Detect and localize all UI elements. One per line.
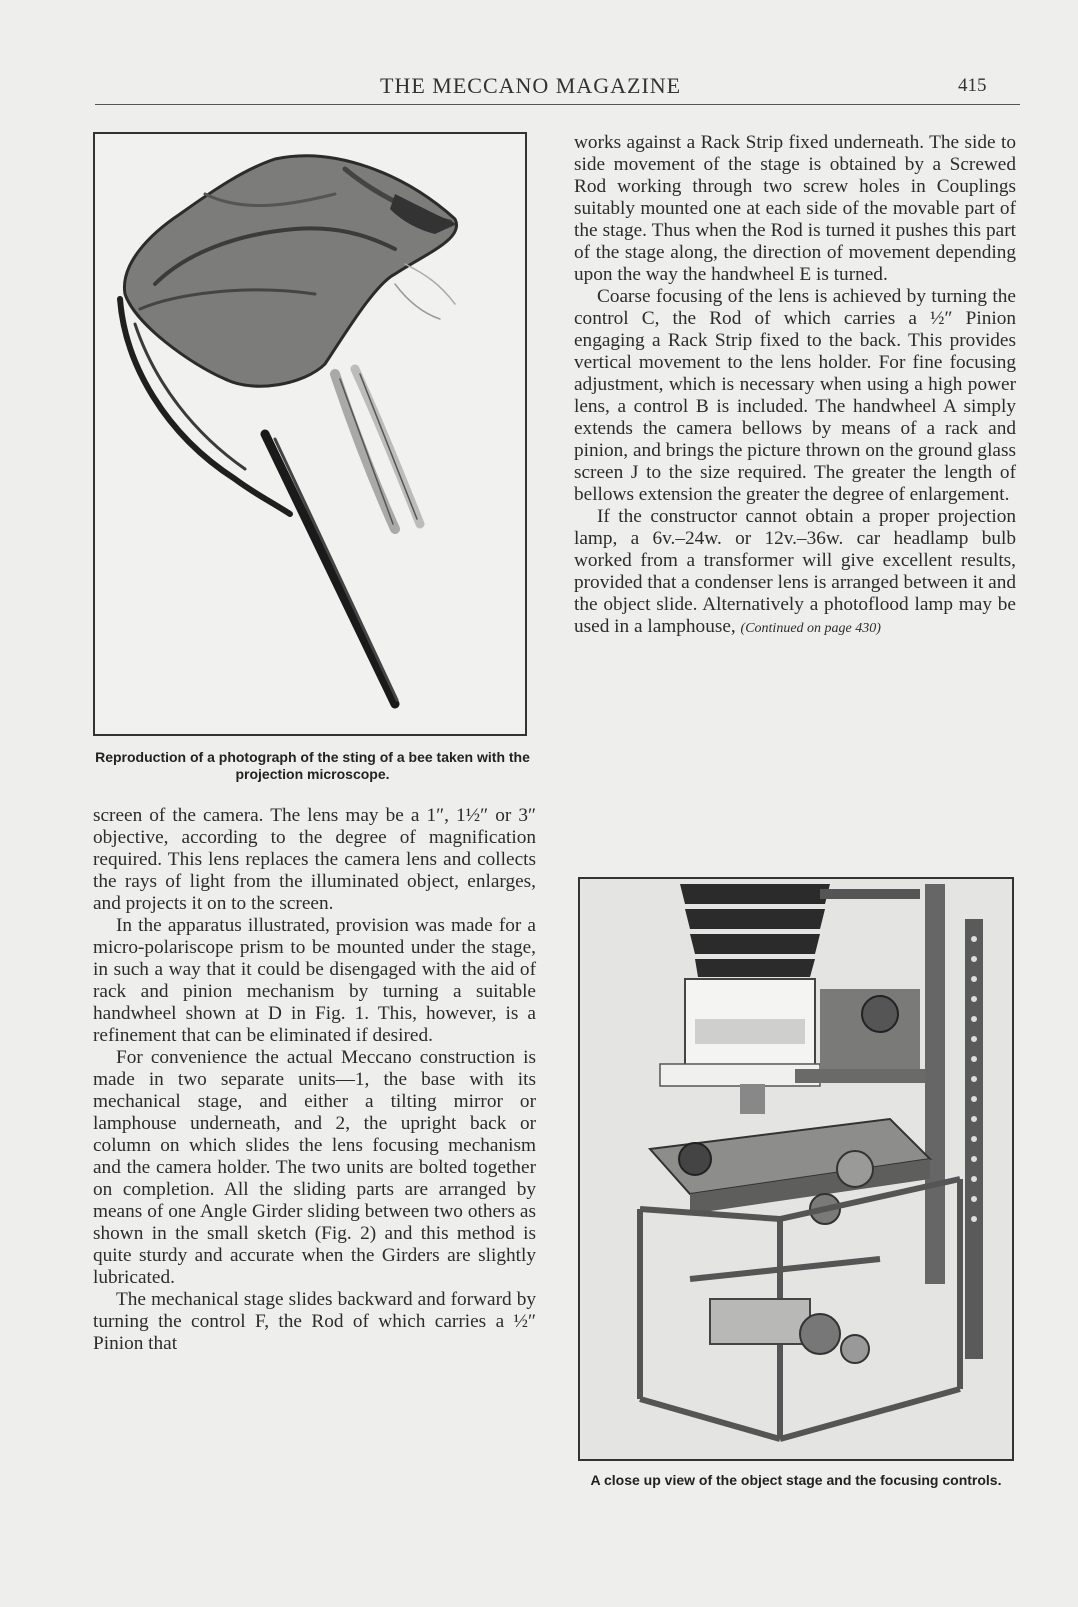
paragraph: The mechanical stage slides backward and forward by turning the control F, the Rod of which carries a ½″ Pinion that: [93, 1289, 536, 1354]
page-number: 415: [958, 75, 987, 96]
left-column: [93, 805, 536, 1355]
paragraph: screen of the camera. The lens may be a 1″, 1½″ or 3″ objective, according to the degree of magnification required. This lens replaces the camera lens and collects the rays of light from the illuminated object, enlarges, and projects it on to the screen.: [93, 805, 536, 914]
paragraph-text: If the constructor cannot obtain a proper projection lamp, a 6v.–24w. or 12v.–36w. car headlamp bulb worked from a transformer will give excellent results, provided that a condenser lens is arranged between it and the object slide. Alternatively a photoflood lamp may be used in a lamphouse,: [574, 506, 1016, 637]
paragraph: [574, 506, 1016, 640]
header-divider: [95, 104, 1020, 105]
object-stage-caption: A close up view of the object stage and the focusing controls.: [590, 1472, 1002, 1488]
bee-sting-illustration: [95, 134, 525, 734]
paragraph: In the apparatus illustrated, provision was made for a micro-polariscope prism to be mounted under the stage, in such a way that it could be disengaged with the aid of rack and pinion mechanism by turning a suitable handwheel shown at D in Fig. 1. This, however, is a refinement that can be eliminated if desired.: [93, 915, 536, 1046]
bee-sting-caption: Reproduction of a photograph of the sting of a bee taken with the projection microscope.: [95, 749, 530, 782]
paragraph: Coarse focusing of the lens is achieved by turning the control C, the Rod of which carries a ½″ Pinion engaging a Rack Strip fixed to the back. This provides vertical movement to the lens holder. For fine focusing adjustment, which is necessary when using a high power lens, a control B is included. The handwheel A simply extends the camera bellows by means of a rack and pinion, and brings the picture thrown on the ground glass screen J to the size required. The greater the length of bellows extension the greater the degree of enlargement.: [574, 286, 1016, 505]
meccano-stage-illustration: [580, 879, 1012, 1459]
paragraph: For convenience the actual Meccano construction is made in two separate units—1, the base with its mechanical stage, and either a tilting mirror or lamphouse underneath, and 2, the upright back or column on which slides the lens focusing mechanism and the camera holder. The two units are bolted together on completion. All the sliding parts are arranged by means of one Angle Girder sliding between two others as shown in the small sketch (Fig. 2) and this method is quite sturdy and accurate when the Girders are slightly lubricated.: [93, 1047, 536, 1288]
right-column: [574, 132, 1016, 640]
magazine-title: THE MECCANO MAGAZINE: [380, 73, 682, 98]
object-stage-photo: [578, 877, 1014, 1461]
continued-note: (Continued on page 430): [740, 621, 881, 636]
bee-sting-photo: [93, 132, 527, 736]
paragraph: works against a Rack Strip fixed underneath. The side to side movement of the stage is obtained by a Screwed Rod working through two screw holes in Couplings suitably mounted one at each side of the movable part of the stage. Thus when the Rod is turned it pushes this part of the stage along, the direction of movement depending upon the way the handwheel E is turned.: [574, 132, 1016, 285]
